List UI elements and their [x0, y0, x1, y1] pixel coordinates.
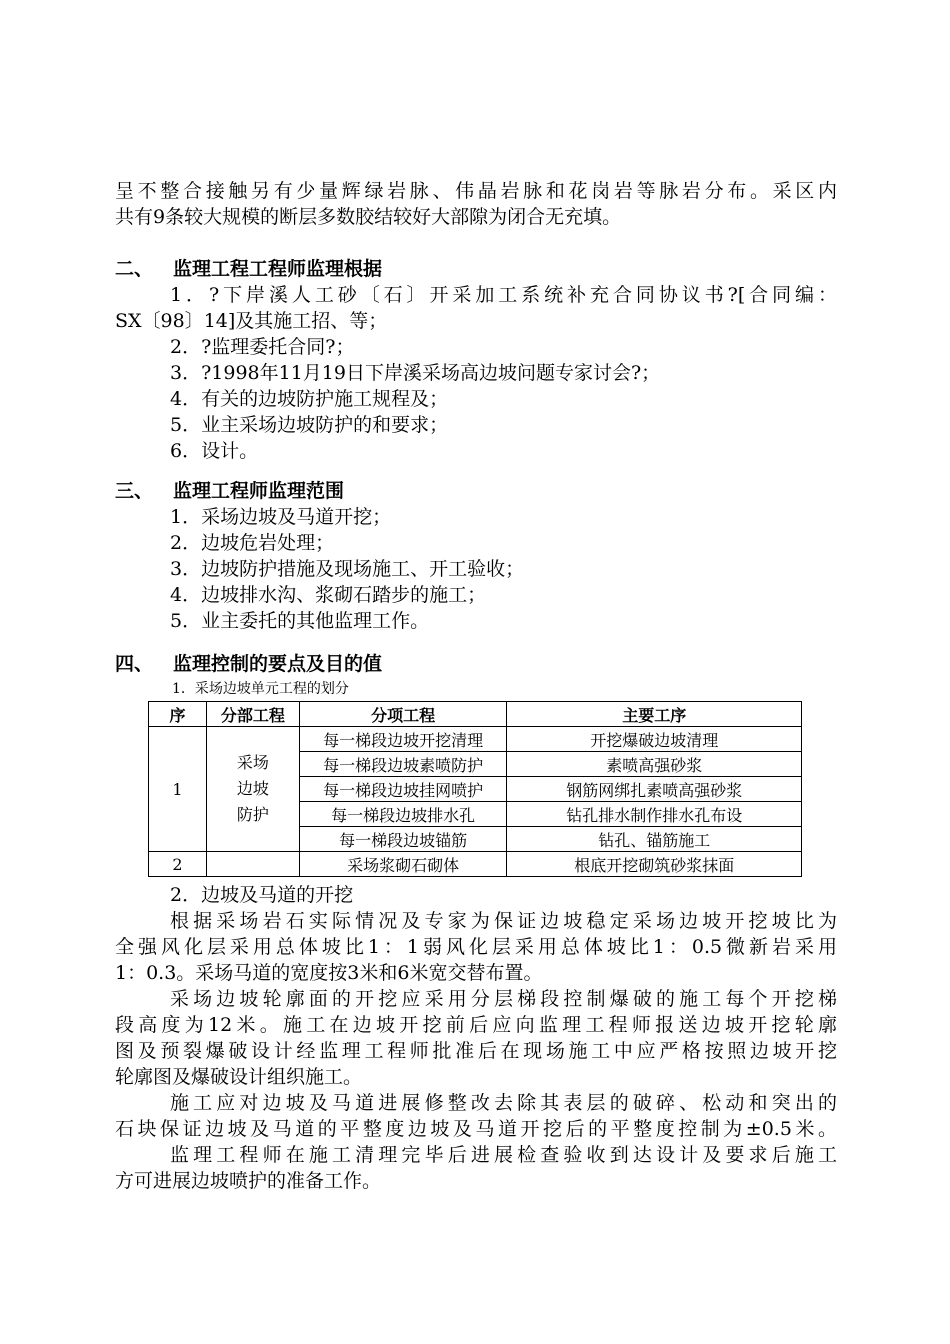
- division-line: 防护: [236, 805, 269, 824]
- row-division: [206, 852, 299, 877]
- row-process: 钻孔排水制作排水孔布设: [507, 802, 802, 827]
- section-2-item: 6．设计。: [170, 440, 259, 462]
- section-3-title: 监理工程师监理范围: [173, 480, 345, 502]
- row-process: 开挖爆破边坡清理: [507, 727, 802, 752]
- intro-line-1: 呈不整合接触另有少量辉绿岩脉、伟晶岩脉和花岗岩等脉岩分布。采区内: [115, 180, 837, 202]
- section-3-item: 5．业主委托的其他监理工作。: [170, 610, 430, 632]
- header-process: 主要工序: [507, 702, 802, 727]
- subsection-2-title: 2．边坡及马道的开挖: [170, 884, 354, 906]
- row-sub-item: 每一梯段边坡开挖清理: [299, 727, 507, 752]
- section-2-item: 1．?下岸溪人工砂〔石〕开采加工系统补充合同协议书?[合同编：: [170, 284, 837, 306]
- row-process: 素喷高强砂浆: [507, 752, 802, 777]
- section-3-item: 1．采场边坡及马道开挖；: [170, 506, 392, 528]
- section-2-item: SX〔98〕14]及其施工招、等；: [115, 310, 388, 332]
- section-2-item: 2．?监理委托合同?；: [170, 336, 355, 358]
- section-2-item: 5．业主采场边坡防护的和要求；: [170, 414, 449, 436]
- paragraph-line: 根据采场岩石实际情况及专家为保证边坡稳定采场边坡开挖坡比为: [170, 910, 837, 932]
- division-table: [148, 701, 802, 877]
- section-2-number: 二、: [115, 258, 154, 280]
- section-4-number: 四、: [115, 653, 154, 675]
- section-3-item: 4．边坡排水沟、浆砌石踏步的施工；: [170, 584, 487, 606]
- division-line: 采场: [236, 753, 269, 772]
- paragraph-line: 监理工程师在施工清理完毕后进展检查验收到达设计及要求后施工: [170, 1144, 837, 1166]
- row-sub-item: 每一梯段边坡排水孔: [299, 802, 507, 827]
- section-2-item: 4．有关的边坡防护施工规程及；: [170, 388, 449, 410]
- section-3-heading: [115, 478, 344, 504]
- section-4-title: 监理控制的要点及目的值: [173, 653, 383, 675]
- row-sub-item: 每一梯段边坡挂网喷护: [299, 777, 507, 802]
- header-division: 分部工程: [206, 702, 299, 727]
- section-2-item: 3．?1998年11月19日下岸溪采场高边坡问题专家讨会?；: [170, 362, 661, 384]
- row-sub-item: 每一梯段边坡素喷防护: [299, 752, 507, 777]
- paragraph-line: 图及预裂爆破设计经监理工程师批准后在现场施工中应严格按照边坡开挖: [115, 1040, 837, 1062]
- row-process: 钢筋网绑扎素喷高强砂浆: [507, 777, 802, 802]
- paragraph-line: 全强风化层采用总体坡比1：1弱风化层采用总体坡比1：0.5微新岩采用: [115, 936, 837, 958]
- row-process: 根底开挖砌筑砂浆抹面: [507, 852, 802, 877]
- section-4-heading: [115, 651, 382, 677]
- row-sub-item: 每一梯段边坡锚筋: [299, 827, 507, 852]
- paragraph-line: 轮廓图及爆破设计组织施工。: [115, 1066, 363, 1088]
- section-2-title: 监理工程工程师监理根据: [173, 258, 383, 280]
- row-process: 钻孔、锚筋施工: [507, 827, 802, 852]
- division-line: 边坡: [236, 779, 269, 798]
- header-sub-item: 分项工程: [299, 702, 507, 727]
- section-3-item: 2．边坡危岩处理；: [170, 532, 335, 554]
- section-3-item: 3．边坡防护措施及现场施工、开工验收；: [170, 558, 525, 580]
- table-row: [149, 727, 802, 752]
- row-seq: 2: [149, 852, 207, 877]
- intro-line-2: 共有9条较大规模的断层多数胶结较好大部隙为闭合无充填。: [115, 206, 622, 228]
- row-seq: 1: [149, 727, 207, 852]
- table-row: [149, 852, 802, 877]
- paragraph-line: 段高度为12米。施工在边坡开挖前后应向监理工程师报送边坡开挖轮廓: [115, 1014, 837, 1036]
- row-division: [206, 727, 299, 852]
- table-header-row: [149, 702, 802, 727]
- header-seq: 序: [149, 702, 207, 727]
- paragraph-line: 施工应对边坡及马道进展修整改去除其表层的破碎、松动和突出的: [170, 1092, 837, 1114]
- paragraph-line: 石块保证边坡及马道的平整度边坡及马道开挖后的平整度控制为±0.5米。: [115, 1118, 837, 1140]
- paragraph-line: 1：0.3。采场马道的宽度按3米和6米宽交替布置。: [115, 962, 543, 984]
- table-caption: 1．采场边坡单元工程的划分: [172, 681, 349, 697]
- section-2-heading: [115, 256, 382, 282]
- row-sub-item: 采场浆砌石砌体: [299, 852, 507, 877]
- paragraph-line: 方可进展边坡喷护的准备工作。: [115, 1170, 382, 1192]
- paragraph-line: 采场边坡轮廓面的开挖应采用分层梯段控制爆破的施工每个开挖梯: [170, 988, 837, 1010]
- section-3-number: 三、: [115, 480, 154, 502]
